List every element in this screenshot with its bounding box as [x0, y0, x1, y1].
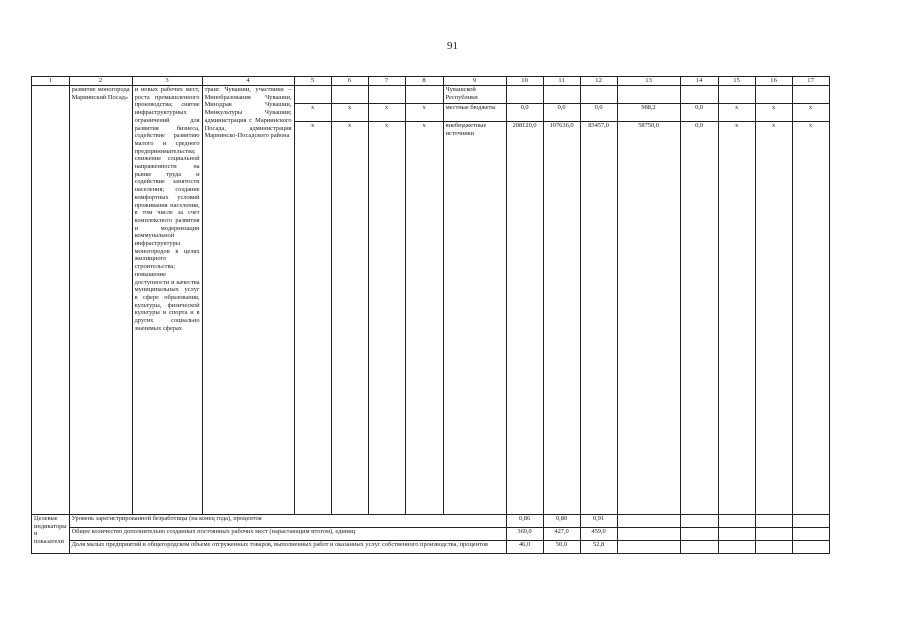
indicator-row [32, 515, 830, 528]
column-header: 2 [69, 77, 132, 86]
indicator-value: 459,0 [580, 528, 617, 541]
column-header: 14 [680, 77, 718, 86]
event-name-cell: развитие моногорода Мариинский Посад» [69, 86, 132, 515]
mark-cell: x [405, 104, 443, 122]
column-header: 17 [792, 77, 829, 86]
column-header: 1 [32, 77, 70, 86]
indicator-value: 0,91 [580, 515, 617, 528]
value-cell: 0,0 [543, 104, 580, 122]
column-header: 16 [755, 77, 792, 86]
empty-cell [617, 541, 680, 554]
mark-cell: x [331, 122, 368, 515]
mark-cell: x [368, 104, 405, 122]
value-cell: x [718, 122, 755, 515]
header-row [32, 77, 830, 86]
indicator-label: Общее количество дополнительно созданных постоянных рабочих мест (нарастающим итогом), единиц [69, 528, 506, 541]
value-cell: 83457,0 [580, 122, 617, 515]
column-header: 5 [294, 77, 331, 86]
value-cell: x [755, 104, 792, 122]
event-executors-cell: транс Чувашии, участники – Минобразования Чувашии, Минздрав Чувашии, Минкультуры Чувашии; администрация г. Мариинского Посада, администрация Мариинско-Посадского района [202, 86, 294, 515]
mark-cell [331, 86, 368, 104]
column-header: 7 [368, 77, 405, 86]
page-number: 91 [447, 40, 458, 52]
source-cell: местные бюджеты [443, 104, 506, 122]
value-cell: 0,0 [580, 104, 617, 122]
value-cell: 208120,0 [506, 122, 543, 515]
indicator-value: 369,0 [506, 528, 543, 541]
column-header: 11 [543, 77, 580, 86]
mark-cell: x [368, 122, 405, 515]
value-cell: 58750,0 [617, 122, 680, 515]
mark-cell: x [294, 122, 331, 515]
value-cell [792, 86, 829, 104]
value-cell: 0,0 [506, 104, 543, 122]
indicator-label: Доля малых предприятий в общегородском объеме отгруженных товаров, выполненных работ и оказанных услуг собственного производства, процентов [69, 541, 506, 554]
empty-cell [617, 515, 680, 528]
source-cell: внебюджетные источники [443, 122, 506, 515]
column-header: 9 [443, 77, 506, 86]
empty-cell [680, 528, 718, 541]
indicator-value: 0,80 [543, 515, 580, 528]
budget-table [31, 76, 830, 554]
empty-cell [32, 86, 70, 515]
value-cell: x [792, 122, 829, 515]
empty-cell [718, 528, 755, 541]
value-cell: 0,0 [680, 122, 718, 515]
source-cell: Чувашской Республики [443, 86, 506, 104]
value-cell: x [755, 122, 792, 515]
empty-cell [755, 528, 792, 541]
column-header: 10 [506, 77, 543, 86]
value-cell: 107636,0 [543, 122, 580, 515]
column-header: 8 [405, 77, 443, 86]
indicator-value: 0,86 [506, 515, 543, 528]
empty-cell [792, 528, 829, 541]
value-cell: x [718, 104, 755, 122]
indicator-row [32, 541, 830, 554]
empty-cell [718, 541, 755, 554]
indicator-label: Уровень зарегистрированной безработицы (на конец года), процентов [69, 515, 506, 528]
mark-cell: x [405, 122, 443, 515]
event-results-cell: и новых рабочих мест, роста промышленного производства; снятие инфраструктурных ограничений для развития бизнеса, содействие развитию малого и среднего предпринимательства; снижение социальной напряженности на рынке труда и содействие занятости населения; создание комфортных условий проживания населения, в том числе за счет комплексного развития и модернизации коммунальной инфраструктуры моногородов в целях жилищного строительства; повышение доступности и качества муниципальных услуг в сфере образования, культуры, физической культуры и спорта и в других социально значимых сферах [132, 86, 202, 515]
indicator-value: 46,0 [506, 541, 543, 554]
mark-cell: x [294, 104, 331, 122]
value-cell [617, 86, 680, 104]
column-header: 3 [132, 77, 202, 86]
empty-cell [680, 541, 718, 554]
mark-cell: x [331, 104, 368, 122]
column-header: 12 [580, 77, 617, 86]
column-header: 15 [718, 77, 755, 86]
empty-cell [755, 515, 792, 528]
column-header: 13 [617, 77, 680, 86]
mark-cell [368, 86, 405, 104]
indicator-value: 427,0 [543, 528, 580, 541]
value-cell: 0,0 [680, 104, 718, 122]
value-cell [680, 86, 718, 104]
indicator-value: 52,8 [580, 541, 617, 554]
value-cell [506, 86, 543, 104]
value-cell [543, 86, 580, 104]
mark-cell [405, 86, 443, 104]
value-cell: 988,2 [617, 104, 680, 122]
empty-cell [680, 515, 718, 528]
empty-cell [755, 541, 792, 554]
mark-cell [294, 86, 331, 104]
value-cell [580, 86, 617, 104]
indicators-side-label: Целевые индикаторы и показатели [32, 515, 70, 554]
empty-cell [792, 515, 829, 528]
indicator-value: 50,0 [543, 541, 580, 554]
empty-cell [792, 541, 829, 554]
table-row [32, 86, 830, 104]
value-cell [755, 86, 792, 104]
value-cell [718, 86, 755, 104]
empty-cell [718, 515, 755, 528]
empty-cell [617, 528, 680, 541]
column-header: 6 [331, 77, 368, 86]
indicator-row [32, 528, 830, 541]
value-cell: x [792, 104, 829, 122]
column-header: 4 [202, 77, 294, 86]
